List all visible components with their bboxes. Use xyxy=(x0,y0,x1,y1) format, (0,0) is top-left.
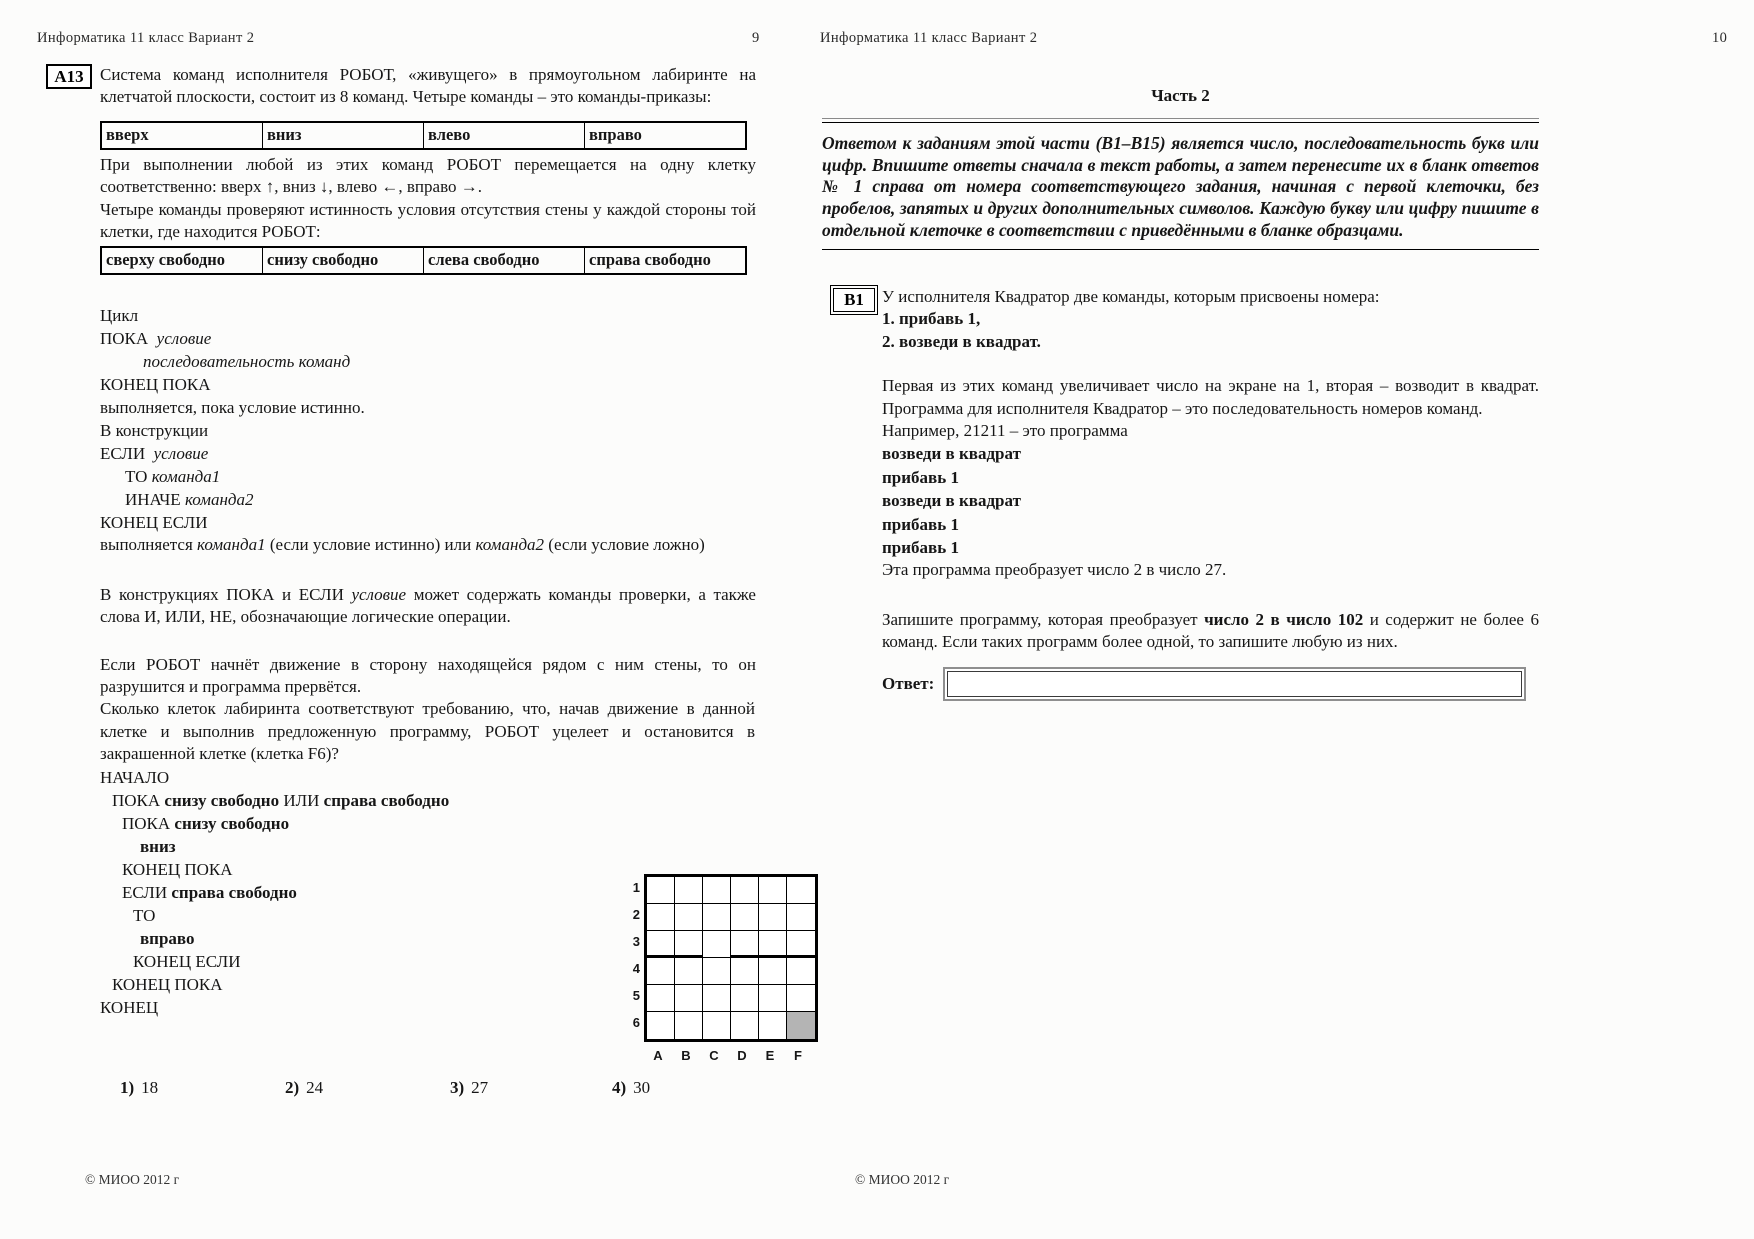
text-segment: условие xyxy=(153,444,209,464)
code-line xyxy=(100,327,756,350)
maze-cell-D2 xyxy=(731,904,759,931)
maze-col-label-D: D xyxy=(737,1048,747,1063)
maze-cell-B2 xyxy=(675,904,703,931)
option-2-value: 24 xyxy=(306,1078,324,1097)
text-segment: В конструкциях ПОКА и ЕСЛИ xyxy=(100,584,352,604)
option-3 xyxy=(450,1078,488,1098)
maze-cell-C1 xyxy=(703,877,731,904)
robot-intro-paragraph: Система команд исполнителя РОБОТ, «живущего» в прямоугольном лабиринте на клетчатой плоскости, состоит из 8 команд. Четыре команды – это команды-приказы: xyxy=(100,65,756,107)
text-segment: выполняется xyxy=(100,535,198,555)
text-segment: условие xyxy=(351,584,407,604)
text-segment: ТО xyxy=(125,467,152,487)
text-segment: НАЧАЛО xyxy=(100,767,170,787)
maze-cell-B1 xyxy=(675,877,703,904)
text-segment: КОНЕЦ xyxy=(100,997,159,1017)
code-line xyxy=(100,304,756,327)
b1-program-line-3: возведи в квадрат xyxy=(882,491,1021,511)
text-segment: Запишите программу, которая преобразует xyxy=(882,609,1205,629)
maze-cell-A5 xyxy=(647,985,675,1012)
maze-cell-D3 xyxy=(731,931,759,958)
task-badge-a13: А13 xyxy=(46,64,92,89)
code-line xyxy=(100,789,756,812)
option-3-number: 3) xyxy=(450,1078,465,1097)
maze-cell-F4 xyxy=(787,958,815,985)
option-2-number: 2) xyxy=(285,1078,300,1097)
code-line xyxy=(100,465,756,488)
text-segment: ИНАЧЕ xyxy=(125,490,185,510)
maze-cell-A4 xyxy=(647,958,675,985)
code-line xyxy=(100,511,756,534)
text-segment: Цикл xyxy=(100,306,139,326)
if-result-paragraph xyxy=(100,534,756,556)
maze-cell-F1 xyxy=(787,877,815,904)
code-line xyxy=(100,812,756,835)
maze-row-label-4: 4 xyxy=(632,961,640,976)
maze-cell-D6 xyxy=(731,1012,759,1039)
text-segment: снизу свободно xyxy=(174,813,290,833)
maze-cell-E6 xyxy=(759,1012,787,1039)
text-segment: КОНЕЦ ПОКА xyxy=(122,859,233,879)
option-1-number: 1) xyxy=(120,1078,135,1097)
code-line xyxy=(100,442,756,465)
maze-row-labels xyxy=(620,874,640,1036)
maze-row-label-6: 6 xyxy=(632,1015,640,1030)
crash-paragraph: Если РОБОТ начнёт движение в сторону находящейся рядом с ним стены, то он разрушится и программа прервётся. xyxy=(100,654,756,697)
cycle-construct-block xyxy=(100,304,756,534)
check-cell-left: слева свободно xyxy=(424,247,585,274)
text-segment: команда1 xyxy=(197,535,266,555)
option-1 xyxy=(120,1078,158,1098)
maze-row-label-1: 1 xyxy=(632,880,640,895)
text-segment: ТО xyxy=(133,905,156,925)
b1-task-paragraph xyxy=(882,609,1539,654)
maze-cell-F2 xyxy=(787,904,815,931)
maze-cell-E4 xyxy=(759,958,787,985)
maze-cell-F5 xyxy=(787,985,815,1012)
b1-command-2: 2. возведи в квадрат. xyxy=(882,331,1041,351)
text-segment: вправо xyxy=(140,928,195,948)
part2-intro-block xyxy=(822,86,1539,250)
b1-example-result: Эта программа преобразует число 2 в число 27. xyxy=(882,560,1227,580)
orders-table xyxy=(100,121,747,150)
checks-table xyxy=(100,246,747,275)
maze-cell-C6 xyxy=(703,1012,731,1039)
right-page-footer: © МИОО 2012 г xyxy=(855,1172,950,1187)
maze-cell-B3 xyxy=(675,931,703,958)
b1-program-line-1: возведи в квадрат xyxy=(882,444,1021,464)
text-segment: В конструкции xyxy=(100,421,209,441)
text-segment: и содержит не более 6 команд. Если таких программ более одной, то запишите любую из них. xyxy=(882,609,1539,652)
text-segment: команда2 xyxy=(184,490,254,510)
answer-box[interactable] xyxy=(943,667,1526,701)
maze-row-label-5: 5 xyxy=(632,988,640,1003)
option-1-value: 18 xyxy=(141,1078,159,1097)
maze-cell-B6 xyxy=(675,1012,703,1039)
maze-cell-D1 xyxy=(731,877,759,904)
code-line xyxy=(100,373,756,396)
text-segment: справа свободно xyxy=(171,882,297,902)
text-segment: (если условие истинно) или xyxy=(265,535,476,555)
maze-row-label-2: 2 xyxy=(632,907,640,922)
left-page-footer: © МИОО 2012 г xyxy=(85,1172,180,1187)
text-segment: КОНЕЦ ЕСЛИ xyxy=(100,513,208,533)
b1-program-line-4: прибавь 1 xyxy=(882,514,959,534)
part2-instructions: Ответом к заданиям этой части (В1–В15) является число, последовательность букв или цифр. Впишите ответы сначала в текст работы, а затем перенесите их в бланк ответов № 1 справа от номера соответствующего задания, начиная с первой клеточки, без пробелов, запятых и других дополнительных символов. Каждую букву или цифру пишите в отдельной клеточке в соответствии с приведёнными в бланке образцами. xyxy=(822,133,1539,240)
answer-field[interactable] xyxy=(947,671,1522,697)
maze-grid xyxy=(644,874,818,1042)
check-cell-bottom: снизу свободно xyxy=(263,247,424,274)
maze-cell-C3 xyxy=(703,931,731,958)
left-page-number: 9 xyxy=(752,30,760,46)
maze-cell-F6 xyxy=(787,1012,815,1039)
text-segment: ЕСЛИ xyxy=(100,444,154,464)
maze-col-label-A: A xyxy=(653,1048,663,1063)
check-paragraph: Четыре команды проверяют истинность условия отсутствия стены у каждой стороны той клетки, где находится РОБОТ: xyxy=(100,199,756,242)
text-segment: вниз xyxy=(140,836,176,856)
answer-row xyxy=(882,667,1539,701)
maze-col-label-C: C xyxy=(709,1048,719,1063)
maze-cell-E1 xyxy=(759,877,787,904)
maze-cell-A3 xyxy=(647,931,675,958)
option-4-value: 30 xyxy=(633,1078,651,1097)
text-segment: КОНЕЦ ПОКА xyxy=(112,974,223,994)
question-paragraph: Сколько клеток лабиринта соответствуют требованию, что, начав движение в данной клетке и выполнив предложенную программу, РОБОТ уцелеет и остановится в закрашенной клетке (клетка F6)? xyxy=(100,699,755,764)
order-cell-up: вверх xyxy=(101,122,263,149)
maze-cell-E3 xyxy=(759,931,787,958)
text-segment: может содержать команды проверки, а также слова И, ИЛИ, НЕ, обозначающие логические операции. xyxy=(100,584,756,627)
text-segment: условие xyxy=(156,329,212,349)
text-segment: число 2 в число 102 xyxy=(1204,609,1364,629)
text-segment: КОНЕЦ ПОКА xyxy=(100,375,211,395)
right-page-header-title: Информатика 11 класс Вариант 2 xyxy=(820,30,1038,46)
text-segment: ЕСЛИ xyxy=(122,882,172,902)
top-rule xyxy=(822,118,1539,123)
code-line xyxy=(100,350,756,373)
code-line xyxy=(100,835,756,858)
check-cell-right: справа свободно xyxy=(585,247,747,274)
b1-program-line-5: прибавь 1 xyxy=(882,538,959,558)
text-segment: ПОКА xyxy=(122,813,175,833)
maze-cell-D5 xyxy=(731,985,759,1012)
right-page-number: 10 xyxy=(1712,30,1728,46)
text-segment: снизу свободно xyxy=(164,790,280,810)
option-3-value: 27 xyxy=(471,1078,489,1097)
orders-table-row xyxy=(101,122,746,149)
order-cell-right: вправо xyxy=(585,122,747,149)
text-segment: КОНЕЦ ЕСЛИ xyxy=(133,951,241,971)
maze-cell-E2 xyxy=(759,904,787,931)
b1-description-paragraph: Первая из этих команд увеличивает число на экране на 1, вторая – возводит в квадрат. Программа для исполнителя Квадратор – это последовательность номеров команд. xyxy=(882,376,1539,418)
maze-cell-A1 xyxy=(647,877,675,904)
option-4-number: 4) xyxy=(612,1078,627,1097)
answer-label: Ответ: xyxy=(882,673,935,693)
maze-cell-C5 xyxy=(703,985,731,1012)
text-segment: команда1 xyxy=(151,467,221,487)
option-2 xyxy=(285,1078,323,1098)
text-segment: справа свободно xyxy=(323,790,450,810)
maze-cell-B5 xyxy=(675,985,703,1012)
maze-row-label-3: 3 xyxy=(632,934,640,949)
maze-cell-F3 xyxy=(787,931,815,958)
order-cell-down: вниз xyxy=(263,122,424,149)
text-segment: ПОКА xyxy=(100,329,157,349)
text-segment: выполняется, пока условие истинно. xyxy=(100,398,365,418)
check-cell-top: сверху свободно xyxy=(101,247,263,274)
maze-cell-C4 xyxy=(703,958,731,985)
part2-title: Часть 2 xyxy=(1151,86,1210,105)
text-segment: последовательность команд xyxy=(143,352,351,372)
maze-col-label-B: B xyxy=(681,1048,691,1063)
code-line xyxy=(100,419,756,442)
maze-cell-C2 xyxy=(703,904,731,931)
text-segment: команда2 xyxy=(475,535,545,555)
maze-col-label-F: F xyxy=(794,1048,802,1063)
code-line xyxy=(100,766,756,789)
maze-col-labels xyxy=(644,1048,812,1063)
code-line xyxy=(100,488,756,511)
maze-cell-E5 xyxy=(759,985,787,1012)
logic-paragraph xyxy=(100,584,756,629)
left-page-header-title: Информатика 11 класс Вариант 2 xyxy=(37,30,255,46)
maze-cell-A2 xyxy=(647,904,675,931)
maze-col-label-E: E xyxy=(765,1048,775,1063)
order-cell-left: влево xyxy=(424,122,585,149)
maze-cell-B4 xyxy=(675,958,703,985)
move-paragraph: При выполнении любой из этих команд РОБОТ перемещается на одну клетку соответственно: вверх ↑, вниз ↓, влево ←, вправо →. xyxy=(100,154,756,197)
bottom-rule xyxy=(822,249,1539,250)
checks-table-row xyxy=(101,247,746,274)
maze-cell-A6 xyxy=(647,1012,675,1039)
option-4 xyxy=(612,1078,650,1098)
maze-cell-D4 xyxy=(731,958,759,985)
text-segment: ПОКА xyxy=(112,790,165,810)
task-badge-b1: В1 xyxy=(833,288,875,312)
code-line xyxy=(100,396,756,419)
b1-command-1: 1. прибавь 1, xyxy=(882,309,981,329)
b1-program-line-2: прибавь 1 xyxy=(882,467,959,487)
b1-example-label: Например, 21211 – это программа xyxy=(882,421,1128,441)
text-segment: (если условие ложно) xyxy=(544,535,705,555)
right-page-body xyxy=(882,286,1539,701)
b1-intro-line: У исполнителя Квадратор две команды, которым присвоены номера: xyxy=(882,287,1380,306)
text-segment: ИЛИ xyxy=(279,790,324,810)
